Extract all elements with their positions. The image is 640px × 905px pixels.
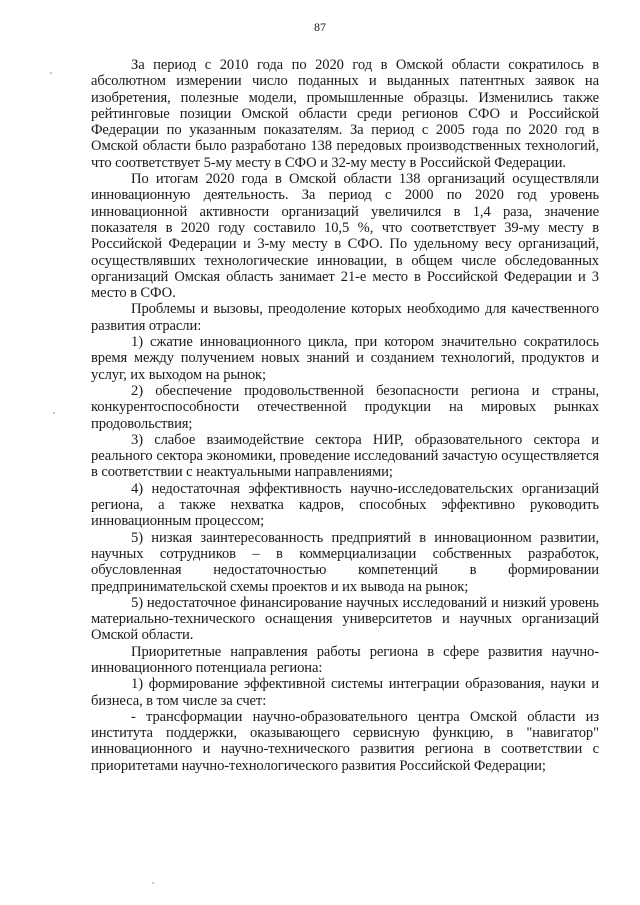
scan-speck [152,882,154,884]
list-item-problem-1: 1) сжатие инновационного цикла, при котором значительно сократилось время между получением новых знаний и созданием технологий, продуктов и услуг, их выходом на рынок; [91,334,599,383]
paragraph-patents: За период с 2010 года по 2020 год в Омской области сократилось в абсолютном измерении число поданных и выданных патентных заявок на изобретения, полезные модели, промышленные образцы. Изменились также рейтинговые позиции Омской области среди регионов СФО и Российской Федерации по указанным показателям. За период с 2005 года по 2020 год в Омской области было разработано 138 передовых производственных технологий, что соответствует 5-му месту в СФО и 32-му месту в Российской Федерации. [91,57,599,171]
list-item-problem-4: 4) недостаточная эффективность научно-исследовательских организаций региона, а также нехватка кадров, способных эффективно руководить инновационным процессом; [91,480,599,530]
paragraph-innovation-activity: По итогам 2020 года в Омской области 138 организаций осуществляли инновационную деятельность. За период с 2000 по 2020 год уровень инновационной активности организаций увеличился в 1,4 раза, значение показателя в 2020 году составило 10,5 %, что соответствует 39-му месту в Российской Федерации и 3-му месту в СФО. По удельному весу организаций, осуществлявших технологические инновации, в общем числе обследованных организаций Омская область занимает 21-е место в Российской Федерации и 3 место в СФО. [91,171,599,302]
list-item-problem-5b: 5) недостаточное финансирование научных исследований и низкий уровень материально-технического оснащения университетов и научных организаций Омской области. [91,594,599,644]
list-item-priority-1-sub-1: - трансформации научно-образовательного центра Омской области из института поддержки, оказывающего сервисную функцию, в "навигатор" инновационного и научно-технического развития региона в соответствии с приоритетами научно-технологического развития Российской Федерации; [91,708,599,774]
document-body [91,57,599,774]
list-item-priority-1: 1) формирование эффективной системы интеграции образования, науки и бизнеса, в том числе за счет: [91,676,599,709]
page-number: 87 [314,20,326,34]
paragraph-problems-intro: Проблемы и вызовы, преодоление которых необходимо для качественного развития отрасли: [91,301,599,334]
scan-speck [50,72,52,74]
scan-speck [53,412,55,414]
list-item-problem-3: 3) слабое взаимодействие сектора НИР, образовательного сектора и реального сектора экономики, проведение исследований зачастую осуществляется в соответствии с неактуальными направлениями; [91,431,599,481]
paragraph-priorities-intro: Приоритетные направления работы региона в сфере развития научно-инновационного потенциала региона: [91,643,599,676]
list-item-problem-5: 5) низкая заинтересованность предприятий в инновационном развитии, научных сотрудников – в коммерциализации собственных разработок, обусловленная недостаточностью компетенций в формировании предпринимательской схемы проектов и их вывода на рынок; [91,529,599,595]
list-item-problem-2: 2) обеспечение продовольственной безопасности региона и страны, конкурентоспособности отечественной продукции на мировых рынках продовольствия; [91,382,599,432]
